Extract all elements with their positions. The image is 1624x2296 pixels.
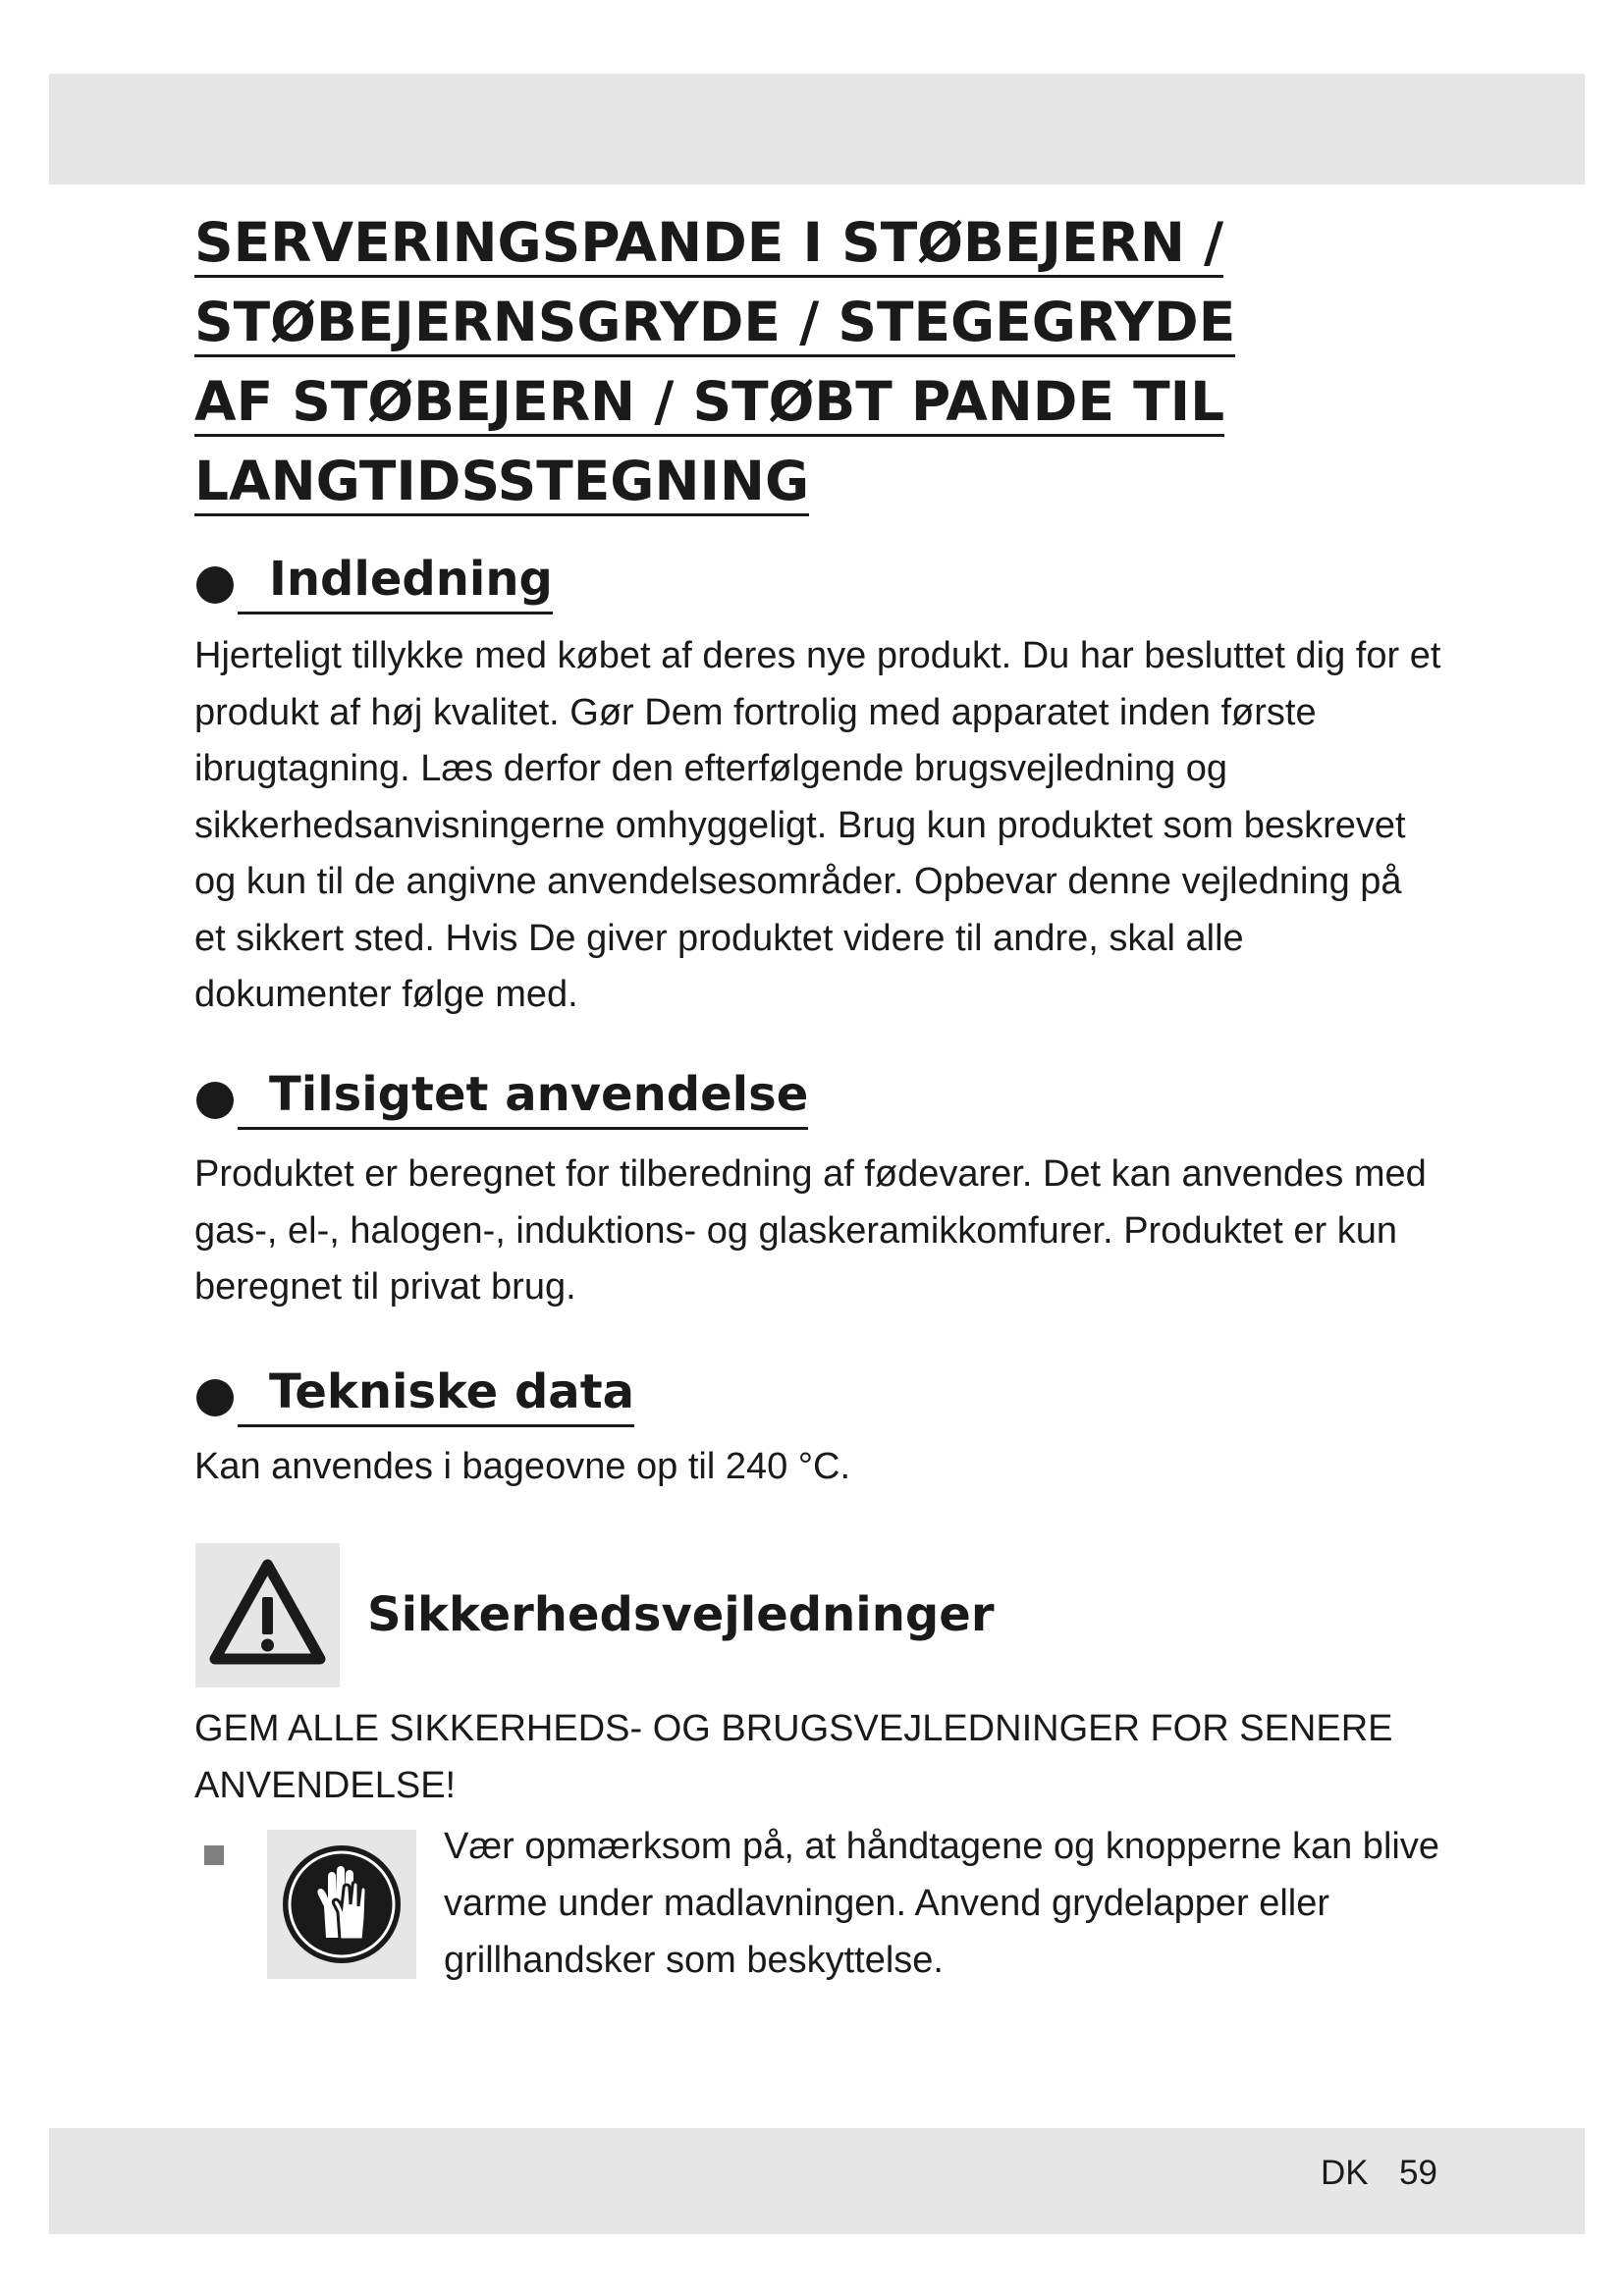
intended-use-paragraph: Produktet er beregnet for tilberedning af fødevarer. Det kan anvendes med gas-, el-, halogen-, induktions- og glaskeramikkomfurer. Produktet er kun beregnet til privat brug. [194,1153,1427,1308]
footer-language-code: DK [1321,2154,1369,2192]
technical-data-paragraph: Kan anvendes i bageovne op til 240 °C. [194,1446,851,1487]
round-bullet-icon [196,1082,234,1119]
protective-gloves-icon [267,1830,416,1979]
safety-note: Vær opmærksom på, at håndtagene og knopperne kan blive varme under madlavningen. Anvend grydelapper eller grillhandsker som beskyttelse. [444,1826,1439,1981]
safety-caps-notice: GEM ALLE SIKKERHEDS- OG BRUGSVEJLEDNINGER FOR SENERE ANVENDELSE! [194,1708,1393,1806]
title-line: SERVERINGSPANDE I STØBEJERN / [194,210,1223,278]
page-number: 59 [1399,2154,1437,2192]
safety-heading: Sikkerhedsvejledninger [367,1587,995,1642]
section-title: Tilsigtet anvendelse [238,1062,808,1130]
title-line: LANGTIDSSTEGNING [194,449,809,516]
round-bullet-icon [196,1379,234,1416]
round-bullet-icon [196,566,234,604]
section-title: Indledning [238,547,553,614]
document-title [194,206,1373,524]
header-band [49,74,1585,185]
intro-paragraph: Hjerteligt tillykke med købet af deres nye produkt. Du har besluttet dig for et produkt af høj kvalitet. Gør Dem fortrolig med apparatet inden første ibrugtagning. Læs derfor den efterfølgende brugsvejledning og sikkerhedsanvisningerne omhyggeligt. Brug kun produktet som beskrevet og kun til de angivne anvendelsesområder. Opbevar denne vejledning på et sikkert sted. Hvis De giver produktet videre til andre, skal alle dokumenter følge med. [194,635,1441,1015]
square-bullet-icon [204,1845,224,1865]
warning-icon [195,1543,340,1687]
title-line: AF STØBEJERN / STØBT PANDE TIL [194,369,1224,437]
title-line: STØBEJERNSGRYDE / STEGEGRYDE [194,290,1235,357]
section-title: Tekniske data [238,1360,634,1427]
